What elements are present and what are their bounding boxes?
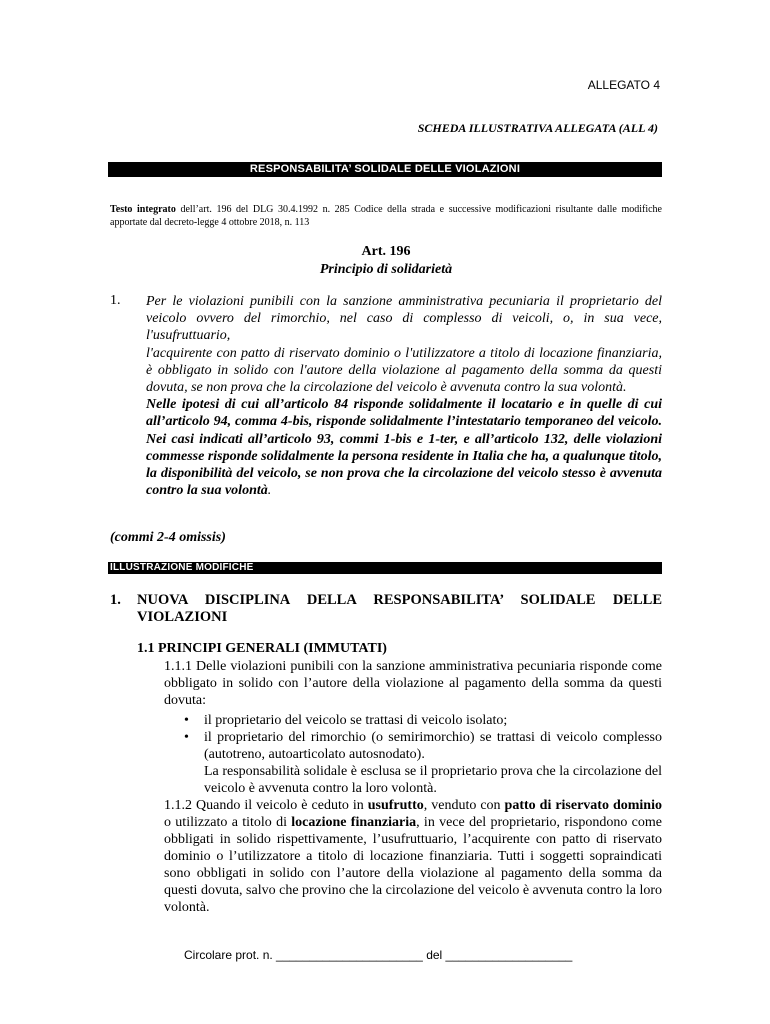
- title-banner: RESPONSABILITA’ SOLIDALE DELLE VIOLAZIONI: [108, 162, 662, 177]
- list-item-text: il proprietario del rimorchio (o semirimorchio) se trattasi di veicolo complesso (autotreno, autoarticolato autosnodato).: [204, 730, 662, 762]
- paragraph-1-1-2-text: [164, 797, 662, 916]
- p112-part: , venduto con: [423, 798, 505, 813]
- list-item: [164, 729, 662, 763]
- p112-part: o utilizzato a titolo di: [164, 815, 292, 830]
- paragraph-1-1-2: [164, 797, 662, 916]
- responsibility-note: La responsabilità solidale è esclusa se il proprietario prova che la circolazione del veicolo è avvenuta contro la loro volontà.: [204, 764, 662, 796]
- bullet-icon: •: [184, 730, 189, 745]
- footer-reference: Circolare prot. n. ______________________ del ___________________: [184, 948, 573, 962]
- p112-bold: locazione finanziaria: [291, 815, 417, 830]
- intro-text: dell’art. 196 del DLG 30.4.1992 n. 285 Codice della strada e successive modificazioni risultante dalle modifiche apportate dal decreto-legge 4 ottobre 2018, n. 113: [110, 204, 662, 228]
- article-title: Principio di solidarietà: [319, 262, 453, 277]
- article-heading: [110, 243, 662, 279]
- comma-1-p2: l'acquirente con patto di riservato dominio o l'utilizzatore a titolo di locazione finanziaria, è obbligato in solido con l'autore della violazione al pagamento della somma da questi dovuta, se non prova che la circolazione del veicolo è avvenuta contro la sua volontà.: [146, 345, 662, 396]
- comma-number: 1.: [110, 293, 121, 308]
- p112-bold: usufrutto: [367, 798, 424, 813]
- allegato-label: ALLEGATO 4: [587, 78, 660, 92]
- section-banner: ILLUSTRAZIONE MODIFICHE: [108, 562, 662, 574]
- list-item-text: il proprietario del veicolo se trattasi di veicolo isolato;: [204, 713, 508, 728]
- paragraph-1-1-1: [164, 658, 662, 709]
- subsection-1-1-title: 1.1 PRINCIPI GENERALI (IMMUTATI): [137, 641, 387, 656]
- p112-bold: patto di riservato dominio: [504, 798, 662, 813]
- bullet-list: [164, 712, 662, 797]
- intro-paragraph: [110, 203, 662, 229]
- comma-1-p3-end: .: [267, 483, 272, 499]
- intro-bold: Testo integrato: [110, 204, 176, 215]
- section-1-number: 1.: [110, 592, 121, 608]
- paragraph-1-1-1-text: 1.1.1 Delle violazioni punibili con la sanzione amministrativa pecuniaria risponde come obbligato in solido con l’autore della violazione al pagamento della somma da questi dovuta:: [164, 659, 662, 708]
- comma-1-text: [146, 293, 662, 499]
- scheda-heading: SCHEDA ILLUSTRATIVA ALLEGATA (ALL 4): [417, 121, 658, 135]
- bullet-icon: •: [184, 713, 189, 728]
- section-1-title: NUOVA DISCIPLINA DELLA RESPONSABILITA’ SOLIDALE DELLE VIOLAZIONI: [137, 592, 662, 625]
- comma-1-p3: [146, 396, 662, 499]
- omissis-note: (commi 2-4 omissis): [110, 530, 226, 545]
- list-item: [164, 712, 662, 729]
- p112-part: , in vece del proprietario, rispondono come obbligati in solido rispettivamente, l’usufruttuario, l’acquirente con patto di riservato dominio o l’utilizzatore a titolo di locazione finanziaria. Tutti i soggetti sopraindicati sono obbligati in solido con l’autore della violazione al pagamento della somma da questi dovuta, salvo che provino che la circolazione del veicolo è avvenuta contro la loro volontà.: [164, 815, 662, 915]
- comma-1-p1: Per le violazioni punibili con la sanzione amministrativa pecuniaria il proprietario del veicolo ovvero del rimorchio, nel caso di complesso di veicoli, o, in sua vece, l'usufruttuario,: [146, 294, 662, 344]
- p112-part: 1.1.2 Quando il veicolo è ceduto in: [164, 798, 368, 813]
- comma-1-p3-bold: Nelle ipotesi di cui all’articolo 84 risponde solidalmente il locatario e in quelle di cui all’articolo 94, comma 4-bis, risponde solidalmente l’intestatario temporaneo del veicolo. Nei casi indicati all’articolo 93, commi 1-bis e 1-ter, e all’articolo 132, delle violazioni commesse risponde solidalmente la persona residente in Italia che ha, a qualunque titolo, la disponibilità del veicolo, se non prova che la circolazione del veicolo stesso è avvenuta contro la sua volontà: [146, 397, 662, 499]
- article-number: Art. 196: [361, 244, 411, 259]
